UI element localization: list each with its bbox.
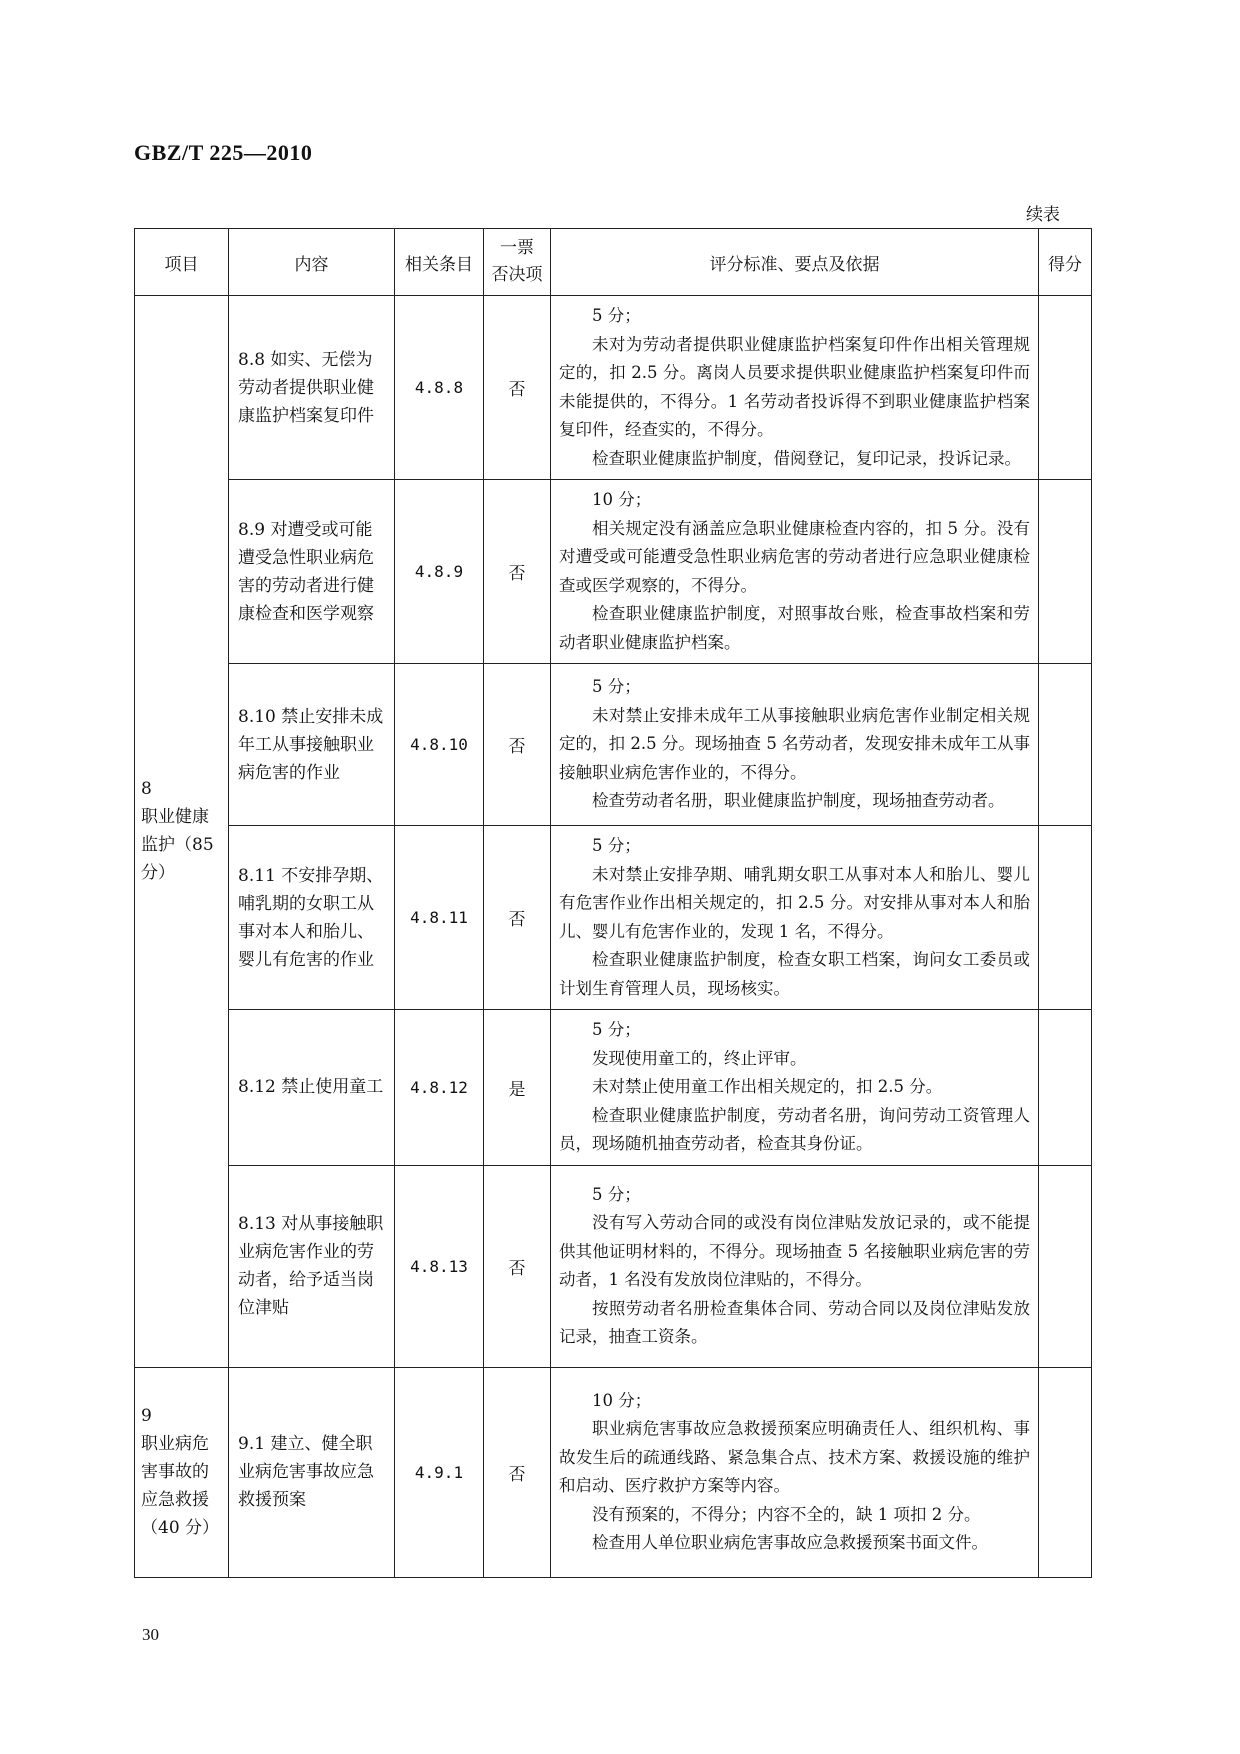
item-8-line: 8 <box>141 779 152 800</box>
table-row <box>135 826 1092 1010</box>
criteria-line: 未对禁止安排未成年工从事接触职业病危害作业制定相关规定的，扣 2.5 分。现场抽查 5 名劳动者，发现安排未成年工从事接触职业病危害作业的，不得分。 <box>559 705 1030 782</box>
evaluation-table <box>134 228 1092 1578</box>
score-cell <box>1039 1010 1092 1166</box>
column-header-score: 得分 <box>1039 229 1092 296</box>
criteria-line: 按照劳动者名册检查集体合同、劳动合同以及岗位津贴发放记录，抽查工资条。 <box>559 1298 1030 1346</box>
column-header-content: 内容 <box>229 229 395 296</box>
criteria-line: 10 分； <box>592 490 652 509</box>
table-row <box>135 296 1092 480</box>
score-cell <box>1039 1367 1092 1577</box>
criteria-line: 职业病危害事故应急救援预案应明确责任人、组织机构、事故发生后的疏通线路、紧急集合点、技术方案、救援设施的维护和启动、医疗救护方案等内容。 <box>559 1419 1030 1495</box>
criteria-cell <box>551 296 1039 480</box>
criteria-line: 检查职业健康监护制度，借阅登记，复印记录，投诉记录。 <box>592 448 1021 468</box>
page-number: 30 <box>142 1625 159 1644</box>
column-header-item: 项目 <box>135 229 229 296</box>
clause-cell: 4.8.8 <box>395 296 484 480</box>
item-cell-9 <box>135 1367 229 1577</box>
content-cell: 8.8 如实、无偿为劳动者提供职业健康监护档案复印件 <box>229 296 395 480</box>
content-cell: 9.1 建立、健全职业病危害事故应急救援预案 <box>229 1367 395 1577</box>
veto-cell: 否 <box>484 296 551 480</box>
clause-cell: 4.9.1 <box>395 1367 484 1577</box>
criteria-line: 相关规定没有涵盖应急职业健康检查内容的，扣 5 分。没有对遭受或可能遭受急性职业病危害的劳动者进行应急职业健康检查或医学观察的，不得分。 <box>559 518 1030 595</box>
continued-label: 续表 <box>1026 205 1060 225</box>
table-row <box>135 1165 1092 1367</box>
standard-code: GBZ/T 225—2010 <box>134 140 313 165</box>
veto-cell: 否 <box>484 480 551 664</box>
item-8-line: 监护（85 <box>141 835 214 856</box>
criteria-cell <box>551 480 1039 664</box>
item-9-line: （40 分） <box>141 1518 220 1538</box>
criteria-line: 没有写入劳动合同的或没有岗位津贴发放记录的，或不能提供其他证明材料的，不得分。现场抽查 5 名接触职业病危害的劳动者，1 名没有发放岗位津贴的，不得分。 <box>559 1213 1030 1289</box>
criteria-line: 5 分； <box>592 836 641 855</box>
criteria-line: 发现使用童工的，终止评审。 <box>592 1048 807 1068</box>
criteria-line: 检查职业健康监护制度，对照事故台账，检查事故档案和劳动者职业健康监护档案。 <box>559 604 1030 652</box>
content-cell: 8.12 禁止使用童工 <box>229 1010 395 1166</box>
clause-cell: 4.8.10 <box>395 664 484 826</box>
clause-cell: 4.8.13 <box>395 1165 484 1367</box>
table-row <box>135 1010 1092 1166</box>
criteria-cell <box>551 664 1039 826</box>
item-8-line: 分） <box>141 863 175 884</box>
criteria-line: 10 分； <box>592 1390 652 1410</box>
item-cell-8 <box>135 296 229 1368</box>
item-9-line: 害事故的 <box>141 1462 209 1482</box>
score-cell <box>1039 1165 1092 1367</box>
score-cell <box>1039 296 1092 480</box>
clause-cell: 4.8.12 <box>395 1010 484 1166</box>
table-row <box>135 480 1092 664</box>
criteria-line: 检查职业健康监护制度，检查女职工档案，询问女工委员或计划生育管理人员，现场核实。 <box>559 950 1030 998</box>
content-cell: 8.11 不安排孕期、哺乳期的女职工从事对本人和胎儿、婴儿有危害的作业 <box>229 826 395 1010</box>
criteria-line: 未对禁止使用童工作出相关规定的，扣 2.5 分。 <box>592 1077 943 1096</box>
clause-cell: 4.8.9 <box>395 480 484 664</box>
score-cell <box>1039 664 1092 826</box>
criteria-line: 未对禁止安排孕期、哺乳期女职工从事对本人和胎儿、婴儿有危害作业作出相关规定的，扣 2.5 分。对安排从事对本人和胎儿、婴儿有危害作业的，发现 1 名，不得分。 <box>559 864 1030 941</box>
criteria-cell <box>551 1367 1039 1577</box>
content-cell: 8.10 禁止安排未成年工从事接触职业病危害的作业 <box>229 664 395 826</box>
column-header-clause: 相关条目 <box>395 229 484 296</box>
criteria-line: 检查用人单位职业病危害事故应急救援预案书面文件。 <box>592 1533 988 1552</box>
item-8-line: 职业健康 <box>141 807 209 828</box>
item-9-line: 职业病危 <box>141 1434 209 1454</box>
veto-cell: 否 <box>484 664 551 826</box>
content-cell: 8.9 对遭受或可能遭受急性职业病危害的劳动者进行健康检查和医学观察 <box>229 480 395 664</box>
item-9-line: 9 <box>141 1406 152 1426</box>
veto-header-line-1: 一票 <box>500 238 534 258</box>
criteria-cell <box>551 1165 1039 1367</box>
score-cell <box>1039 480 1092 664</box>
criteria-cell <box>551 826 1039 1010</box>
criteria-line: 5 分； <box>592 1184 641 1204</box>
criteria-line: 5 分； <box>592 306 641 325</box>
criteria-line: 没有预案的，不得分；内容不全的，缺 1 项扣 2 分。 <box>592 1504 981 1524</box>
criteria-line: 检查职业健康监护制度，劳动者名册，询问劳动工资管理人员，现场随机抽查劳动者，检查其身份证。 <box>559 1105 1030 1153</box>
veto-cell: 否 <box>484 826 551 1010</box>
table-row <box>135 1367 1092 1577</box>
veto-cell: 是 <box>484 1010 551 1166</box>
content-cell: 8.13 对从事接触职业病危害作业的劳动者，给予适当岗位津贴 <box>229 1165 395 1367</box>
score-cell <box>1039 826 1092 1010</box>
table-row <box>135 664 1092 826</box>
table-header-row <box>135 229 1092 296</box>
criteria-line: 5 分； <box>592 1020 641 1039</box>
veto-cell: 否 <box>484 1367 551 1577</box>
column-header-criteria: 评分标准、要点及依据 <box>551 229 1039 296</box>
criteria-line: 5 分； <box>592 677 641 697</box>
criteria-cell <box>551 1010 1039 1166</box>
clause-cell: 4.8.11 <box>395 826 484 1010</box>
item-9-line: 应急救援 <box>141 1490 209 1510</box>
criteria-line: 未对为劳动者提供职业健康监护档案复印件作出相关管理规定的，扣 2.5 分。离岗人员要求提供职业健康监护档案复印件而未能提供的，不得分。1 名劳动者投诉得不到职业健康监护档案复印件，经查实的，不得分。 <box>559 334 1030 439</box>
veto-cell: 否 <box>484 1165 551 1367</box>
criteria-line: 检查劳动者名册，职业健康监护制度，现场抽查劳动者。 <box>592 791 1005 811</box>
veto-header-line-2: 否决项 <box>491 265 543 285</box>
column-header-veto <box>484 229 551 296</box>
